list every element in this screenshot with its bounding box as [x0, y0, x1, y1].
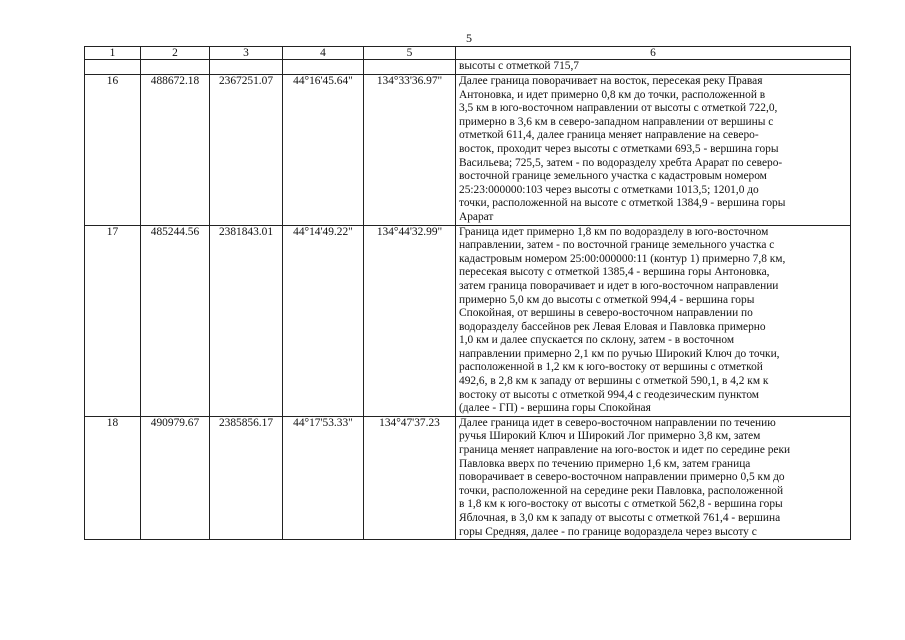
description-line: восточной границе земельного участка с кадастровым номером [459, 170, 767, 183]
x-coordinate: 488672.18 [141, 75, 210, 226]
header-cell: 1 [85, 47, 141, 60]
latitude: 44°16'45.64" [283, 75, 364, 226]
description-line: Антоновка, и идет примерно 0,8 км до точки, расположенной в [459, 88, 766, 101]
description-line: граница меняет направление на юго-восток и идет по середине реки [459, 444, 791, 457]
point-number: 17 [85, 225, 141, 416]
description-line: примерно 5,0 км до высоты с отметкой 994,4 - вершина горы [459, 293, 755, 306]
description-line: поворачивает в северо-восточном направлении примерно 0,5 км до [459, 471, 785, 484]
point-number: 16 [85, 75, 141, 226]
description-line: точки, расположенной на середине реки Павловка, расположенной [459, 484, 784, 497]
description-line: (далее - ГП) - вершина горы Спокойная [459, 402, 651, 415]
description-line: горы Средняя, далее - по границе водораздела через высоту с [459, 525, 757, 538]
header-cell: 6 [456, 47, 851, 60]
description-line: пересекая высоту с отметкой 1385,4 - вершина горы Антоновка, [459, 266, 770, 279]
description-line: 492,6, в 2,8 км к западу от вершины с отметкой 590,1, в 4,2 км к [459, 375, 769, 388]
continuation-text: высоты с отметкой 715,7 [456, 60, 851, 75]
table-row [85, 75, 851, 226]
description-line: 3,5 км в юго-восточном направлении от высоты с отметкой 722,0, [459, 102, 778, 115]
description-line: Яблочная, в 3,0 км к западу от высоты с отметкой 761,4 - вершина [459, 512, 781, 524]
description-line: точки, расположенной на высоте с отметкой 1384,9 - вершина горы [459, 197, 786, 210]
continuation-row [85, 60, 851, 75]
description-line: направлении, затем - по восточной границе земельного участка с [459, 239, 775, 252]
latitude: 44°14'49.22" [283, 225, 364, 416]
y-coordinate: 2385856.17 [210, 416, 283, 539]
header-cell: 4 [283, 47, 364, 60]
description-line: Граница идет примерно 1,8 км по водоразделу в юго-восточном [459, 225, 769, 238]
x-coordinate: 485244.56 [141, 225, 210, 416]
description-line: в 1,8 км к юго-востоку от высоты с отметкой 562,8 - вершина горы [459, 498, 783, 511]
description-line: 25:23:000000:103 через высоты с отметками 1013,5; 1201,0 до [459, 183, 759, 196]
description-line: кадастровым номером 25:00:000000:11 (контур 1) примерно 7,8 км, [459, 252, 786, 265]
description-line: восток, проходит через высоты с отметками 693,5 - вершина горы [459, 142, 779, 155]
description-line: Далее граница поворачивает на восток, пересекая реку Правая [459, 75, 763, 87]
longitude: 134°44'32.99" [364, 225, 456, 416]
description-line: ручья Широкий Ключ и Широкий Лог примерно 3,8 км, затем [459, 430, 761, 443]
header-cell: 2 [141, 47, 210, 60]
x-coordinate: 490979.67 [141, 416, 210, 539]
table-row [85, 416, 851, 539]
header-cell: 5 [364, 47, 456, 60]
description-line: востоку от высоты с отметкой 994,4 с геодезическим пунктом [459, 388, 760, 401]
y-coordinate: 2367251.07 [210, 75, 283, 226]
description-line: Спокойная, от вершины в северо-восточном направлении по [459, 307, 753, 320]
y-coordinate: 2381843.01 [210, 225, 283, 416]
page-number: 5 [466, 31, 472, 45]
description-line: Васильева; 725,5, затем - по водоразделу хребта Арарат по северо- [459, 156, 783, 169]
description-line: расположенной в 1,2 км к юго-востоку от вершины с отметкой [459, 361, 763, 374]
table-row [85, 225, 851, 416]
description-line: Далее граница идет в северо-восточном направлении по течению [459, 416, 776, 429]
longitude: 134°33'36.97" [364, 75, 456, 226]
description-line: Павловка вверх по течению примерно 1,6 км, затем граница [459, 457, 751, 470]
boundary-description [456, 225, 851, 416]
boundary-description [456, 75, 851, 226]
description-line: примерно в 3,6 км в северо-западном направлении от вершины с [459, 115, 774, 128]
boundary-table [84, 46, 851, 540]
longitude: 134°47'37.23 [364, 416, 456, 539]
description-line: водоразделу бассейнов рек Левая Еловая и Павловка примерно [459, 320, 766, 333]
boundary-description [456, 416, 851, 539]
description-line: отметкой 611,4, далее граница меняет направление на северо- [459, 129, 759, 142]
description-line: Арарат [459, 210, 494, 223]
latitude: 44°17'53.33" [283, 416, 364, 539]
header-cell: 3 [210, 47, 283, 60]
description-line: затем граница поворачивает и идет в юго-восточном направлении [459, 279, 779, 292]
header-row [85, 47, 851, 60]
description-line: 1,0 км и далее спускается по склону, затем - в восточном [459, 334, 735, 347]
point-number: 18 [85, 416, 141, 539]
description-line: направлении примерно 2,1 км по ручью Широкий Ключ до точки, [459, 347, 780, 360]
